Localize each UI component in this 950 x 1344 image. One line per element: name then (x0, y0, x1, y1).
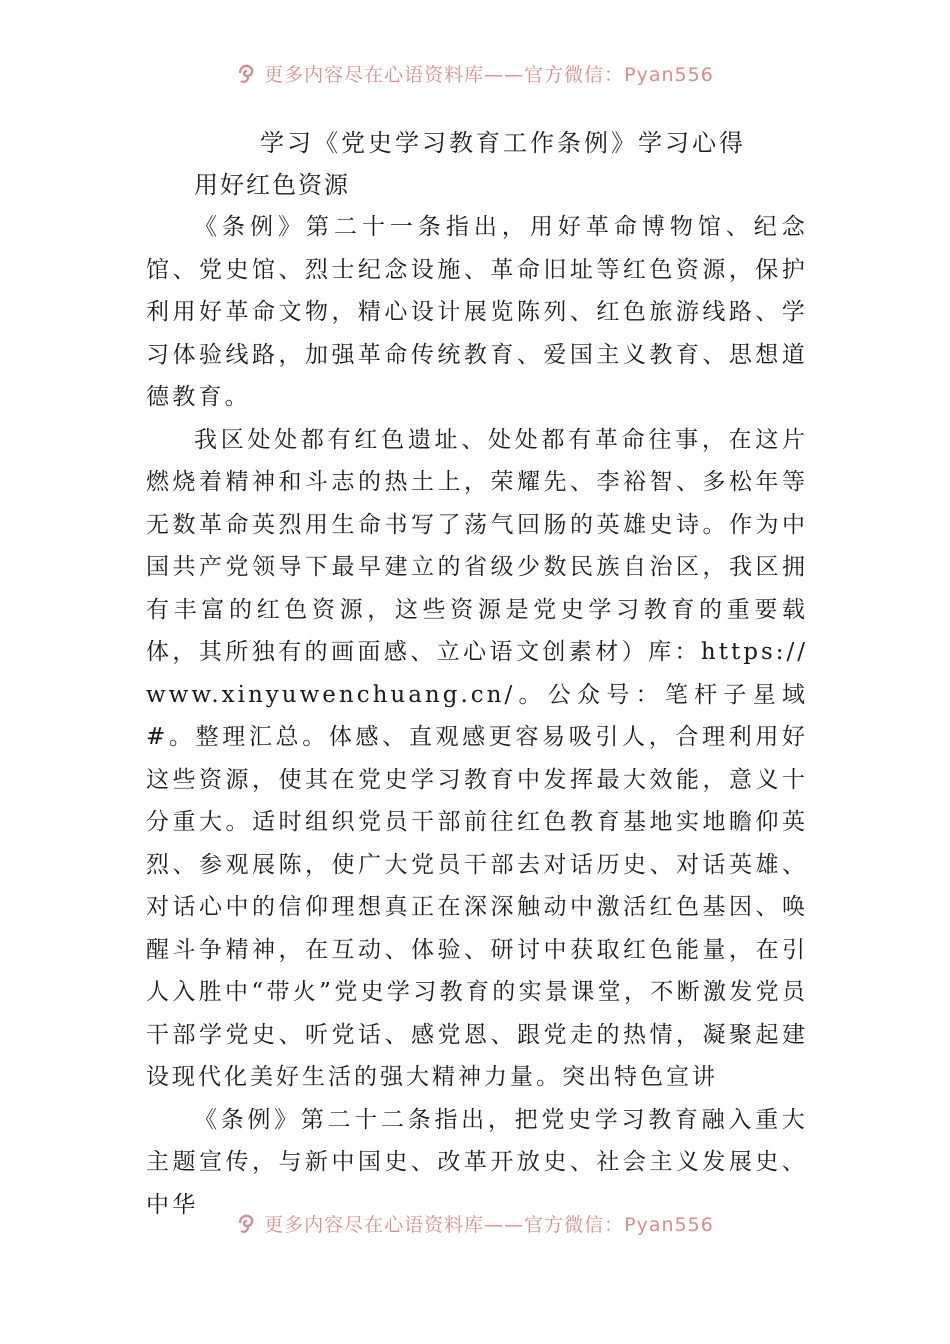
document-body (146, 122, 808, 1226)
header-watermark (0, 58, 950, 88)
paragraph: 我区处处都有红色遗址、处处都有革命往事，在这片燃烧着精神和斗志的热土上，荣耀先、李裕智、多松年等无数革命英烈用生命书写了荡气回肠的英雄史诗。作为中国共产党领导下最早建立的省级少数民族自治区，我区拥有丰富的红色资源，这些资源是党史学习教育的重要载体，其所独有的画面感、立心语文创素材）库：https://www.xinyuwenchuang.cn/。公众号：笔杆子星域#。整理汇总。体感、直观感更容易吸引人，合理利用好这些资源，使其在党史学习教育中发挥最大效能，意义十分重大。适时组织党员干部前往红色教育基地实地瞻仰英烈、参观展陈，使广大党员干部去对话历史、对话英雄、对话心中的信仰理想真正在深深触动中激活红色基因、唤醒斗争精神，在互动、体验、研讨中获取红色能量，在引人入胜中“带火”党史学习教育的实景课堂，不断激发党员干部学党史、听党话、感党恩、跟党走的热情，凝聚起建设现代化美好生活的强大精神力量。突出特色宣讲 (146, 426, 808, 1090)
paragraph: 《条例》第二十一条指出，用好革命博物馆、纪念馆、党史馆、烈士纪念设施、革命旧址等红色资源，保护利用好革命文物，精心设计展览陈列、红色旅游线路、学习体验线路，加强革命传统教育、爱国主义教育、思想道德教育。 (146, 214, 808, 410)
logo-icon (236, 1211, 260, 1235)
paragraph: 《条例》第二十二条指出，把党史学习教育融入重大主题宣传，与新中国史、改革开放史、社会主义发展史、中华 (146, 1106, 808, 1218)
document-title: 学习《党史学习教育工作条例》学习心得 (260, 129, 746, 157)
watermark-text: 更多内容尽在心语资料库——官方微信：Pyan556 (264, 63, 714, 86)
section-heading: 用好红色资源 (194, 171, 350, 199)
footer-watermark (0, 1208, 950, 1238)
logo-icon (236, 61, 260, 85)
watermark-text: 更多内容尽在心语资料库——官方微信：Pyan556 (264, 1213, 714, 1236)
